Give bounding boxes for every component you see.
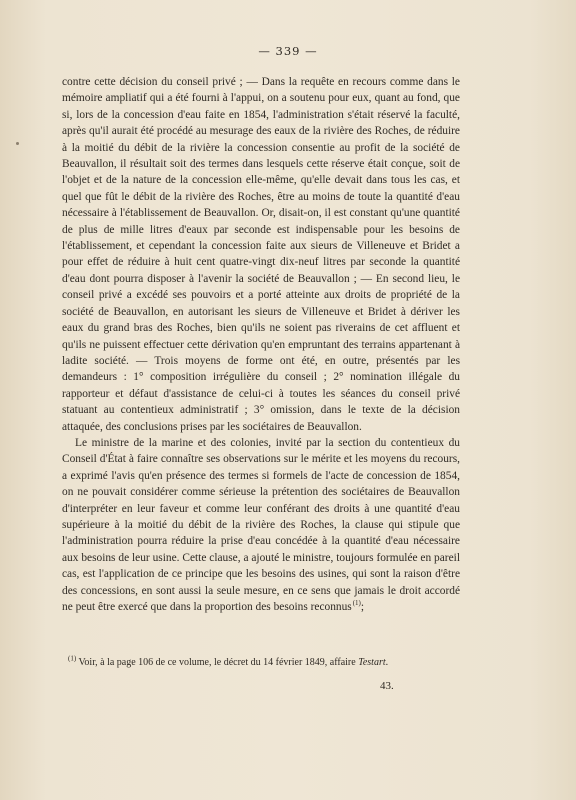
page-number: — 339 — [258, 44, 318, 58]
margin-mark [16, 142, 19, 145]
footnote-end: . [385, 657, 389, 668]
paragraph-2-text: Le ministre de la marine et des colonies, invité par la section du contentieux du Conseil d'État à faire connaître ses observations sur le mérite et les moyens du recours, a exprimé l'avis qu'en présence des termes si formels de l'acte de concession de 1854, on ne pouvait considérer comme sérieuse la prétention des sociétaires de Beauvallon d'interpréter en leur faveur et comme leur conférant des droits à une quantité d'eau supérieure à la moitié du débit de la rivière des Roches, la clause qui stipule que l'administration pourra réduire la prise d'eau concédée à la quantité d'eau nécessaire aux besoins de leur usine. Cette clause, a ajouté le ministre, toujours formulée en pareil cas, est l'application de ce principe que les besoins des usines, qui sont la raison d'être des concessions, en sont aussi la seule mesure, en ce sens que jamais le droit accordé ne peut être exercé que dans la proportion des besoins reconnus [62, 436, 460, 613]
signature-mark: 43. [380, 680, 394, 692]
body-text [62, 74, 460, 615]
footnote-marker: (1) [68, 654, 77, 663]
paragraph-1: contre cette décision du conseil privé ; — Dans la requête en recours comme dans le mémoire ampliatif qui a été fourni à l'appui, on a soutenu pour eux, quant au fond, que si, lors de la concession d'eau faite en 1854, l'administration s'était réservé la faculté, après qu'il aurait été procédé au mesurage des eaux de la rivière des Roches, de réduire à la moitié du débit de la rivière la concession consentie au profit de la société de Beauvallon, il résultait soit des termes dans lesquels cette réserve était conçue, soit de l'objet et de la nature de la concession elle-même, qu'elle devait dans tous les cas, et quel que fût le débit de la rivière des Roches, être au moins de toute la quantité d'eau nécessaire à l'établissement de Beauvallon. Or, disait-on, il est constant qu'une quantité de plus de mille litres d'eaux par seconde est indispensable pour les besoins de l'établissement, et cependant la concession faite aux sieurs de Villeneuve et Bridet a pour effet de réduire à huit cent quatre-vingt dix-neuf litres par seconde la quantité d'eau dont pourra disposer à l'avenir la société de Beauvallon ; — En second lieu, le conseil privé a excédé ses pouvoirs et a porté atteinte aux droits de propriété de la société de Beauvallon, en autorisant les sieurs de Villeneuve et Bridet à dériver les eaux du grand bras des Roches, bien qu'ils ne soient pas riverains de cet affluent et qu'ils ne puissent effectuer cette dérivation qu'en empruntant des terrains appartenant à ladite société. — Trois moyens de forme ont été, en outre, présentés par les demandeurs : 1° composition irrégulière du conseil ; 2° nomination illégale du rapporteur et défaut d'assistance de celui-ci à toutes les séances du conseil privé statuant au contentieux administratif ; 3° omission, dans le texte de la décision attaquée, des conclusions prises par les sociétaires de Beauvallon. [62, 76, 460, 433]
footnote-text: Voir, à la page 106 de ce volume, le décret du 14 février 1849, affaire [78, 657, 356, 668]
footnote [62, 656, 460, 669]
footnote-case-name: Testart [358, 657, 386, 668]
footnote-reference: (1) [352, 599, 361, 608]
paragraph-2 [62, 435, 460, 615]
paragraph-2-end: ; [360, 601, 365, 613]
